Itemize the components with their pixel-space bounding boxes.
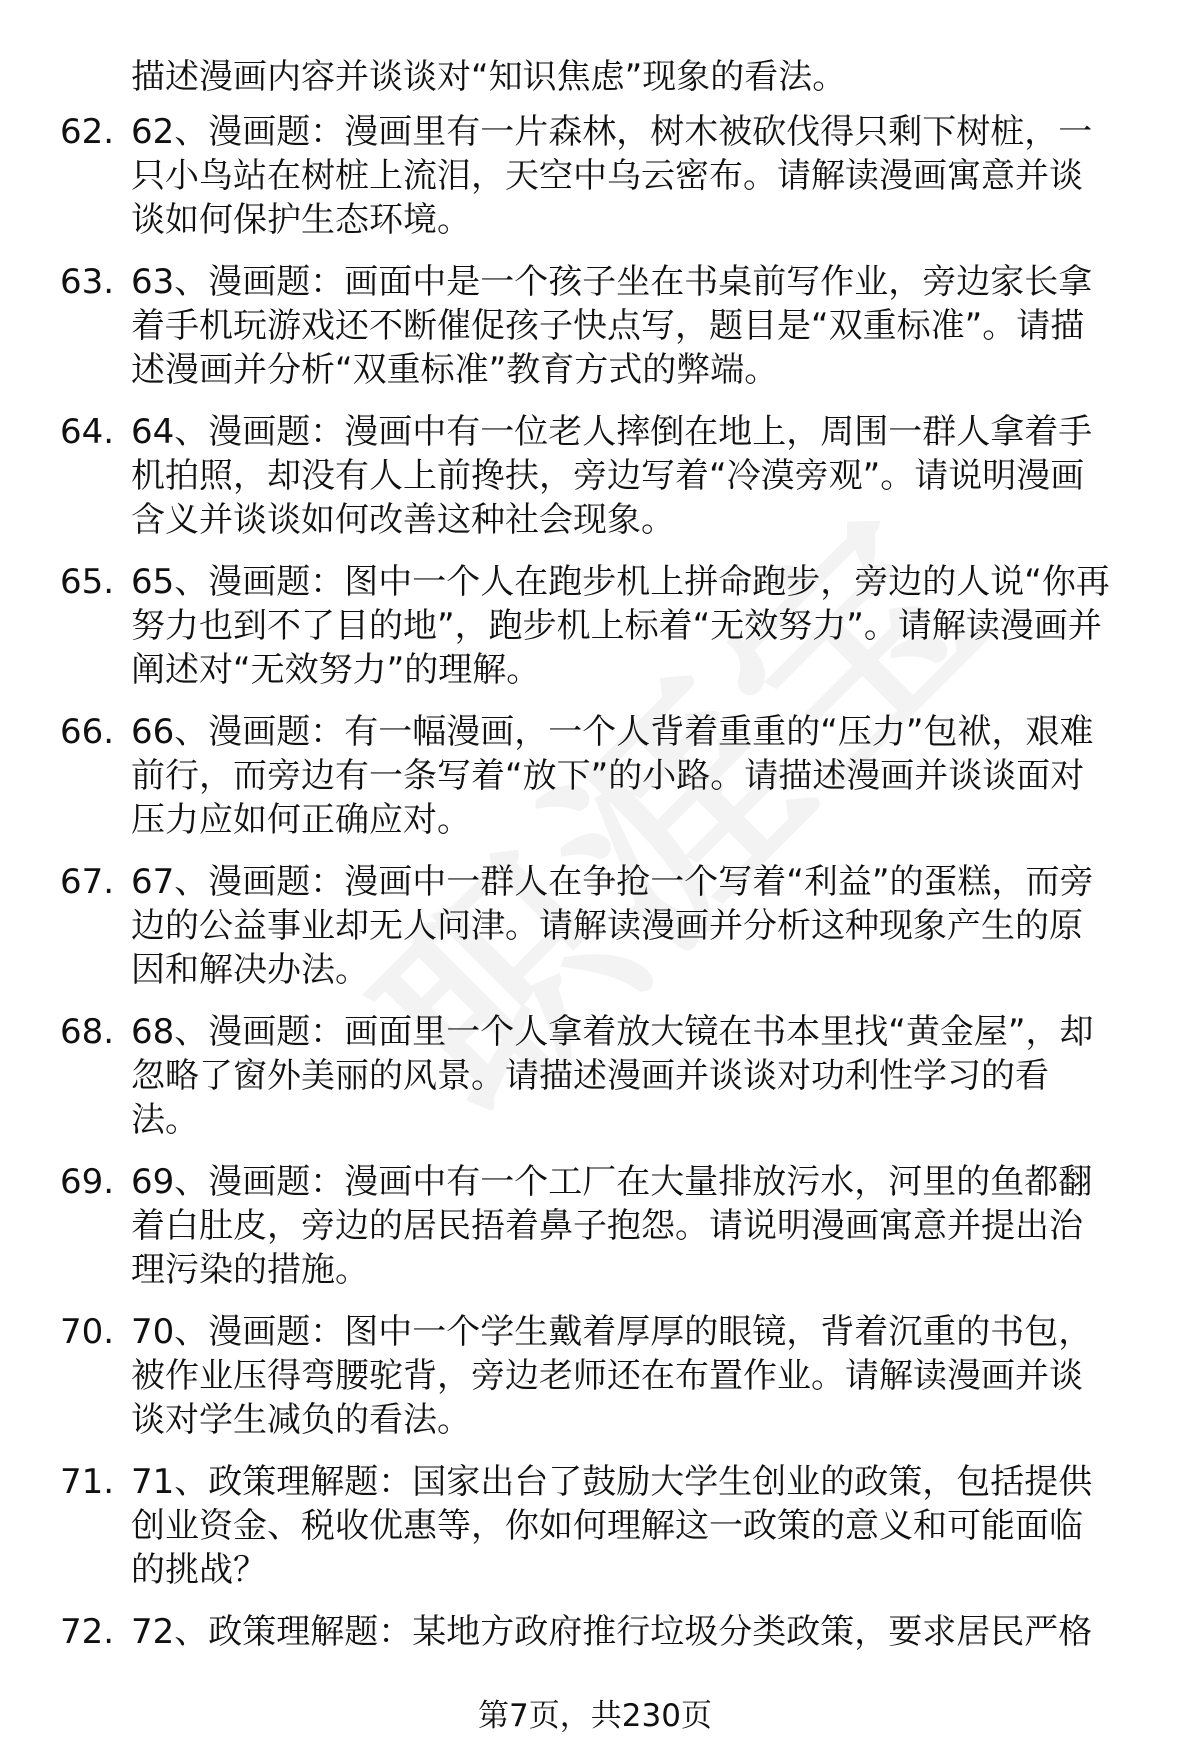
question-line: 66、漫画题：有一幅漫画，一个人背着重重的“压力”包袱，艰难 <box>131 712 1094 752</box>
question-text <box>131 1010 1171 1142</box>
question-line: 65、漫画题：图中一个人在跑步机上拼命跑步，旁边的人说“你再 <box>131 562 1110 602</box>
question-line: 着手机玩游戏还不断催促孩子快点写，题目是“双重标准”。请描 <box>131 306 1085 346</box>
question-line: 前行，而旁边有一条写着“放下”的小路。请描述漫画并谈谈面对 <box>131 756 1085 796</box>
question-line: 含义并谈谈如何改善这种社会现象。 <box>131 500 675 540</box>
question-line: 70、漫画题：图中一个学生戴着厚厚的眼镜，背着沉重的书包， <box>131 1312 1093 1352</box>
question-line: 创业资金、税收优惠等，你如何理解这一政策的意义和可能面临 <box>131 1506 1083 1546</box>
question-text <box>131 1610 1171 1654</box>
question-line: 理污染的措施。 <box>131 1250 369 1290</box>
question-line: 谈对学生减负的看法。 <box>131 1400 471 1440</box>
question-text <box>131 710 1171 842</box>
question-text <box>131 560 1171 692</box>
question-text <box>131 110 1171 242</box>
question-line: 71、政策理解题：国家出台了鼓励大学生创业的政策，包括提供 <box>131 1462 1093 1502</box>
question-number: 65. <box>60 562 115 602</box>
question-line: 阐述对“无效努力”的理解。 <box>131 650 541 690</box>
question-text <box>131 1160 1171 1292</box>
question-text <box>131 860 1171 992</box>
question-line: 努力也到不了目的地”，跑步机上标着“无效努力”。请解读漫画并 <box>131 606 1102 646</box>
question-line: 63、漫画题：画面中是一个孩子坐在书桌前写作业，旁边家长拿 <box>131 262 1093 302</box>
question-number: 71. <box>60 1462 115 1502</box>
question-line: 64、漫画题：漫画中有一位老人摔倒在地上，周围一群人拿着手 <box>131 412 1093 452</box>
question-line: 边的公益事业却无人问津。请解读漫画并分析这种现象产生的原 <box>131 906 1083 946</box>
question-number: 68. <box>60 1012 115 1052</box>
page-footer: 第7页，共230页 <box>478 1698 712 1734</box>
question-text <box>131 1460 1171 1592</box>
question-line: 的挑战？ <box>131 1550 267 1590</box>
question-text <box>131 1310 1171 1442</box>
lead-line: 描述漫画内容并谈谈对“知识焦虑”现象的看法。 <box>131 57 847 97</box>
question-text <box>131 260 1171 392</box>
question-number: 66. <box>60 712 115 752</box>
question-number: 70. <box>60 1312 115 1352</box>
question-line: 机拍照，却没有人上前搀扶，旁边写着“冷漠旁观”。请说明漫画 <box>131 456 1085 496</box>
question-number: 67. <box>60 862 115 902</box>
question-line: 忽略了窗外美丽的风景。请描述漫画并谈谈对功利性学习的看 <box>131 1056 1049 1096</box>
question-number: 63. <box>60 262 115 302</box>
question-number: 69. <box>60 1162 115 1202</box>
question-line: 67、漫画题：漫画中一群人在争抢一个写着“利益”的蛋糕，而旁 <box>131 862 1094 902</box>
question-line: 被作业压得弯腰驼背，旁边老师还在布置作业。请解读漫画并谈 <box>131 1356 1083 1396</box>
question-line: 着白肚皮，旁边的居民捂着鼻子抱怨。请说明漫画寓意并提出治 <box>131 1206 1083 1246</box>
question-line: 压力应如何正确应对。 <box>131 800 471 840</box>
question-line: 69、漫画题：漫画中有一个工厂在大量排放污水，河里的鱼都翻 <box>131 1162 1093 1202</box>
question-line: 62、漫画题：漫画里有一片森林，树木被砍伐得只剩下树桩，一 <box>131 112 1093 152</box>
question-number: 62. <box>60 112 115 152</box>
question-line: 68、漫画题：画面里一个人拿着放大镜在书本里找“黄金屋”，却 <box>131 1012 1094 1052</box>
question-line: 72、政策理解题：某地方政府推行垃圾分类政策，要求居民严格 <box>131 1612 1093 1652</box>
question-text <box>131 410 1171 542</box>
question-number: 64. <box>60 412 115 452</box>
question-line: 只小鸟站在树桩上流泪，天空中乌云密布。请解读漫画寓意并谈 <box>131 156 1083 196</box>
question-line: 法。 <box>131 1100 199 1140</box>
question-line: 述漫画并分析“双重标准”教育方式的弊端。 <box>131 350 779 390</box>
question-line: 因和解决办法。 <box>131 950 369 990</box>
question-line: 谈如何保护生态环境。 <box>131 200 471 240</box>
question-number: 72. <box>60 1612 115 1652</box>
